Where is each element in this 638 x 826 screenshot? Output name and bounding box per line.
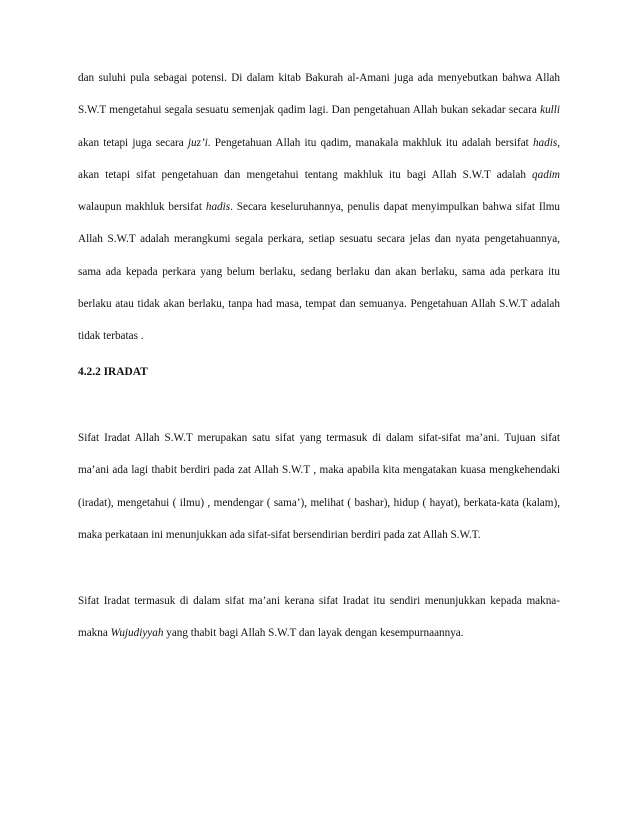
section-heading-iradat: 4.2.2 IRADAT [78, 366, 148, 378]
italic-term-juzi: juz’i [187, 136, 208, 149]
italic-term-qadim: qadim [532, 168, 560, 181]
text-segment: , akan tetapi sifat pengetahuan dan mengetahui tentang makhluk itu bagi Allah S.W.T adalah [78, 136, 560, 181]
text-segment: . Pengetahuan Allah itu qadim, manakala makhluk itu adalah bersifat [207, 136, 533, 149]
paragraph-ilmu-conclusion [78, 62, 560, 353]
italic-term-wujudiyyah: Wujudiyyah [110, 627, 164, 640]
text-segment: walaupun makhluk bersifat [78, 201, 206, 214]
text-segment: akan tetapi juga secara [78, 136, 188, 149]
italic-term-kulli: kulli [540, 104, 560, 117]
paragraph-iradat-definition [78, 422, 560, 551]
text-segment: dan suluhi pula sebagai potensi. Di dalam kitab Bakurah al-Amani juga ada menyebutkan bahwa Allah S.W.T mengetahui segala sesuatu semenjak qadim lagi. Dan pengetahuan Allah bukan sekadar secara [78, 72, 560, 117]
text-segment: . Secara keseluruhannya, penulis dapat menyimpulkan bahwa sifat Ilmu Allah S.W.T adalah merangkumi segala perkara, setiap sesuatu secara jelas dan nyata pengetahuannya, sama ada kepada perkara yang belum berlaku, sedang berlaku dan akan berlaku, sama ada perkara itu berlaku atau tidak akan berlaku, tanpa had masa, tempat dan semuanya. Pengetahuan Allah S.W.T adalah tidak terbatas . [78, 201, 560, 343]
italic-term-hadis: hadis [532, 136, 558, 149]
paragraph-iradat-maani [78, 585, 560, 650]
text-segment: Sifat Iradat Allah S.W.T merupakan satu sifat yang termasuk di dalam sifat-sifat ma’ani. Tujuan sifat ma’ani ada lagi thabit berdiri pada zat Allah S.W.T , maka apabila kita mengatakan kuasa mengkehendaki (iradat), mengetahui ( ilmu) , mendengar ( sama’), melihat ( bashar), hidup ( hayat), berkata-kata (kalam), maka perkataan ini menunjukkan ada sifat-sifat bersendirian berdiri pada zat Allah S.W.T. [78, 432, 560, 541]
text-segment: Sifat Iradat termasuk di dalam sifat ma’ani kerana sifat Iradat itu sendiri menunjukkan kepada makna-makna [78, 595, 560, 640]
italic-term-hadis: hadis [205, 201, 231, 214]
text-segment: yang thabit bagi Allah S.W.T dan layak dengan kesempurnaannya. [163, 627, 464, 640]
